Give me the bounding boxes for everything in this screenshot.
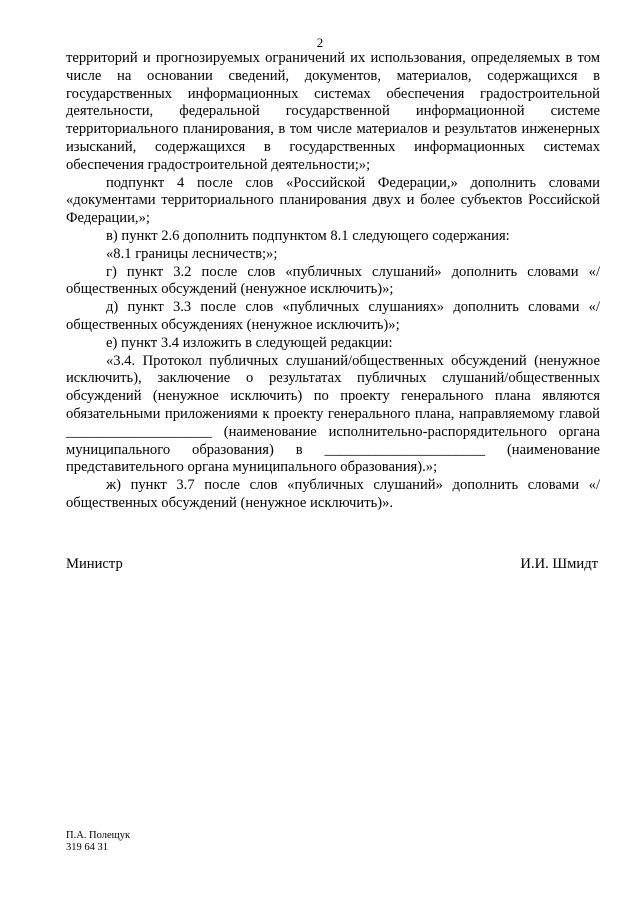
paragraph-item-d: д) пункт 3.3 после слов «публичных слушаниях» дополнить словами «/общественных обсуждениях (ненужное исключить)»; bbox=[66, 299, 600, 333]
paragraph-item-g: г) пункт 3.2 после слов «публичных слушаний» дополнить словами «/общественных обсуждений (ненужное исключить)»; bbox=[66, 263, 600, 298]
paragraph-item-v: в) пункт 2.6 дополнить подпунктом 8.1 следующего содержания: bbox=[106, 227, 510, 244]
signature-block bbox=[66, 556, 598, 574]
paragraph-item-e: е) пункт 3.4 изложить в следующей редакции: bbox=[106, 334, 393, 351]
signatory-name: И.И. Шмидт bbox=[520, 556, 598, 572]
signatory-position: Министр bbox=[66, 556, 123, 572]
page-number: 2 bbox=[316, 35, 324, 50]
paragraph-item-8-1: «8.1 границы лесничеств;»; bbox=[106, 245, 278, 262]
document-body bbox=[66, 50, 600, 513]
paragraph-subitem-4: подпункт 4 после слов «Российской Федерации,» дополнить словами «документами территориального планирования двух и более субъектов Российской Федерации,»; bbox=[66, 174, 600, 227]
paragraph-item-3-4: «3.4. Протокол публичных слушаний/общественных обсуждений (ненужное исключить), заключение о результатах публичных слушаний/общественных обсуждений (ненужное исключить) по проекту генерального плана являются обязательными приложениями к проекту генерального плана, направляемому главой ____________________ (наименование исполнительно-распорядительного органа муниципального образования) в ______________________ (наименование представительного органа муниципального образования).»; bbox=[66, 352, 600, 476]
paragraph-continuation: территорий и прогнозируемых ограничений их использования, определяемых в том числе на основании сведений, документов, материалов, содержащихся в государственных информационных системах обеспечения градостроительной деятельности, федеральной государственной информационной системе территориального планирования, в том числе материалов и результатов инженерных изысканий, содержащихся в государственных информационных системах обеспечения градостроительной деятельности;»; bbox=[66, 50, 600, 173]
executor-name: П.А. Полещук bbox=[66, 830, 131, 841]
paragraph-item-zh: ж) пункт 3.7 после слов «публичных слушаний» дополнить словами «/общественных обсуждений (ненужное исключить)». bbox=[66, 477, 600, 511]
executor-footer bbox=[66, 830, 130, 854]
executor-phone: 319 64 31 bbox=[66, 842, 108, 853]
